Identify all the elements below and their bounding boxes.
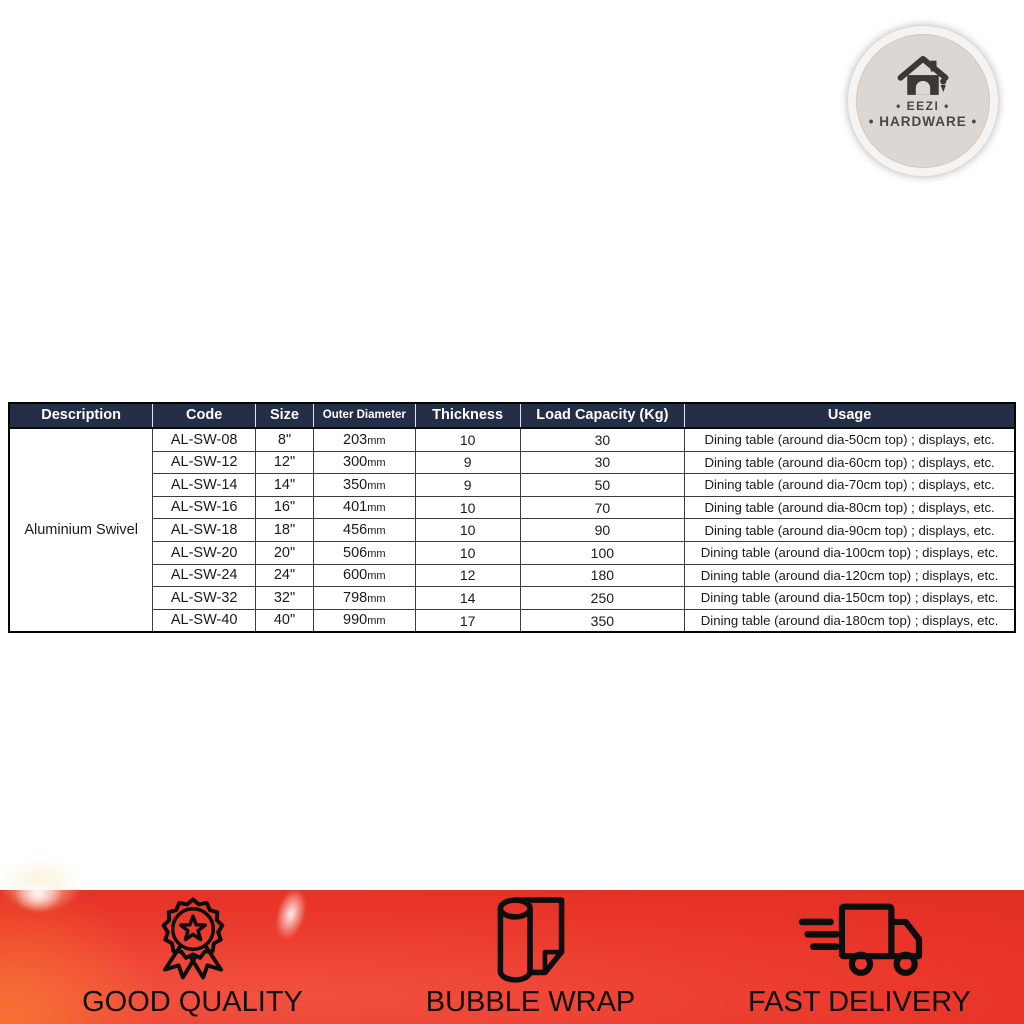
load-capacity-cell: 50 xyxy=(520,474,685,497)
size-cell: 20" xyxy=(256,541,314,564)
thickness-cell: 14 xyxy=(415,587,520,610)
code-cell: AL-SW-12 xyxy=(153,451,256,474)
col-header-code: Code xyxy=(153,403,256,428)
size-cell: 24" xyxy=(256,564,314,587)
table-row xyxy=(9,496,1015,519)
usage-cell: Dining table (around dia-90cm top) ; displays, etc. xyxy=(685,519,1015,542)
feature-label-bubble-wrap: BUBBLE WRAP xyxy=(425,986,636,1018)
code-cell: AL-SW-24 xyxy=(153,564,256,587)
feature-bubble-wrap xyxy=(425,890,636,1019)
outer-diameter-cell: 456mm xyxy=(313,519,415,542)
load-capacity-cell: 250 xyxy=(520,587,685,610)
table-row xyxy=(9,587,1015,610)
load-capacity-cell: 70 xyxy=(520,496,685,519)
code-cell: AL-SW-14 xyxy=(153,474,256,497)
screw-icon xyxy=(940,78,946,92)
usage-cell: Dining table (around dia-180cm top) ; displays, etc. xyxy=(685,609,1015,632)
table-row xyxy=(9,428,1015,451)
size-cell: 12" xyxy=(256,451,314,474)
outer-diameter-cell: 401mm xyxy=(313,496,415,519)
outer-diameter-cell: 798mm xyxy=(313,587,415,610)
col-header-usage: Usage xyxy=(685,403,1015,428)
table-row xyxy=(9,609,1015,632)
code-cell: AL-SW-40 xyxy=(153,609,256,632)
table-row xyxy=(9,564,1015,587)
thickness-cell: 12 xyxy=(415,564,520,587)
size-cell: 32" xyxy=(256,587,314,610)
col-header-outer-diameter: Outer Diameter xyxy=(313,403,415,428)
table-row xyxy=(9,451,1015,474)
load-capacity-cell: 100 xyxy=(520,541,685,564)
table-header-row xyxy=(9,403,1015,428)
size-cell: 18" xyxy=(256,519,314,542)
code-cell: AL-SW-08 xyxy=(153,428,256,451)
table-row xyxy=(9,519,1015,542)
house-icon xyxy=(896,54,950,98)
load-capacity-cell: 30 xyxy=(520,428,685,451)
outer-diameter-cell: 506mm xyxy=(313,541,415,564)
table-row xyxy=(9,474,1015,497)
col-header-thickness: Thickness xyxy=(415,403,520,428)
usage-cell: Dining table (around dia-60cm top) ; displays, etc. xyxy=(685,451,1015,474)
usage-cell: Dining table (around dia-100cm top) ; displays, etc. xyxy=(685,541,1015,564)
load-capacity-cell: 180 xyxy=(520,564,685,587)
code-cell: AL-SW-18 xyxy=(153,519,256,542)
feature-label-fast-delivery: FAST DELIVERY xyxy=(748,986,971,1018)
outer-diameter-cell: 300mm xyxy=(313,451,415,474)
code-cell: AL-SW-32 xyxy=(153,587,256,610)
load-capacity-cell: 30 xyxy=(520,451,685,474)
table-row xyxy=(9,541,1015,564)
load-capacity-cell: 90 xyxy=(520,519,685,542)
delivery-truck-icon xyxy=(796,894,924,986)
bubble-wrap-roll-icon xyxy=(493,894,569,986)
code-cell: AL-SW-16 xyxy=(153,496,256,519)
usage-cell: Dining table (around dia-50cm top) ; displays, etc. xyxy=(685,428,1015,451)
col-header-size: Size xyxy=(256,403,314,428)
spec-table xyxy=(8,402,1016,633)
brand-subname: • HARDWARE • xyxy=(868,114,978,129)
brand-name: • EEZI • xyxy=(896,99,950,113)
feature-label-good-quality: GOOD QUALITY xyxy=(82,986,303,1018)
size-cell: 16" xyxy=(256,496,314,519)
thickness-cell: 10 xyxy=(415,428,520,451)
outer-diameter-cell: 203mm xyxy=(313,428,415,451)
thickness-cell: 10 xyxy=(415,496,520,519)
usage-cell: Dining table (around dia-80cm top) ; displays, etc. xyxy=(685,496,1015,519)
features-banner xyxy=(0,890,1024,1024)
description-cell: Aluminium Swivel xyxy=(9,428,153,632)
usage-cell: Dining table (around dia-70cm top) ; displays, etc. xyxy=(685,474,1015,497)
thickness-cell: 10 xyxy=(415,541,520,564)
thickness-cell: 9 xyxy=(415,474,520,497)
col-header-description: Description xyxy=(9,403,153,428)
spec-table-container xyxy=(8,402,1016,633)
size-cell: 14" xyxy=(256,474,314,497)
usage-cell: Dining table (around dia-120cm top) ; displays, etc. xyxy=(685,564,1015,587)
thickness-cell: 9 xyxy=(415,451,520,474)
usage-cell: Dining table (around dia-150cm top) ; displays, etc. xyxy=(685,587,1015,610)
size-cell: 40" xyxy=(256,609,314,632)
thickness-cell: 17 xyxy=(415,609,520,632)
spec-table-body xyxy=(9,428,1015,632)
col-header-load-capacity: Load Capacity (Kg) xyxy=(520,403,685,428)
brand-logo xyxy=(848,26,998,176)
size-cell: 8" xyxy=(256,428,314,451)
outer-diameter-cell: 600mm xyxy=(313,564,415,587)
outer-diameter-cell: 990mm xyxy=(313,609,415,632)
medal-icon xyxy=(154,894,232,986)
feature-fast-delivery xyxy=(742,890,977,1019)
code-cell: AL-SW-20 xyxy=(153,541,256,564)
load-capacity-cell: 350 xyxy=(520,609,685,632)
feature-good-quality xyxy=(82,890,303,1019)
outer-diameter-cell: 350mm xyxy=(313,474,415,497)
thickness-cell: 10 xyxy=(415,519,520,542)
